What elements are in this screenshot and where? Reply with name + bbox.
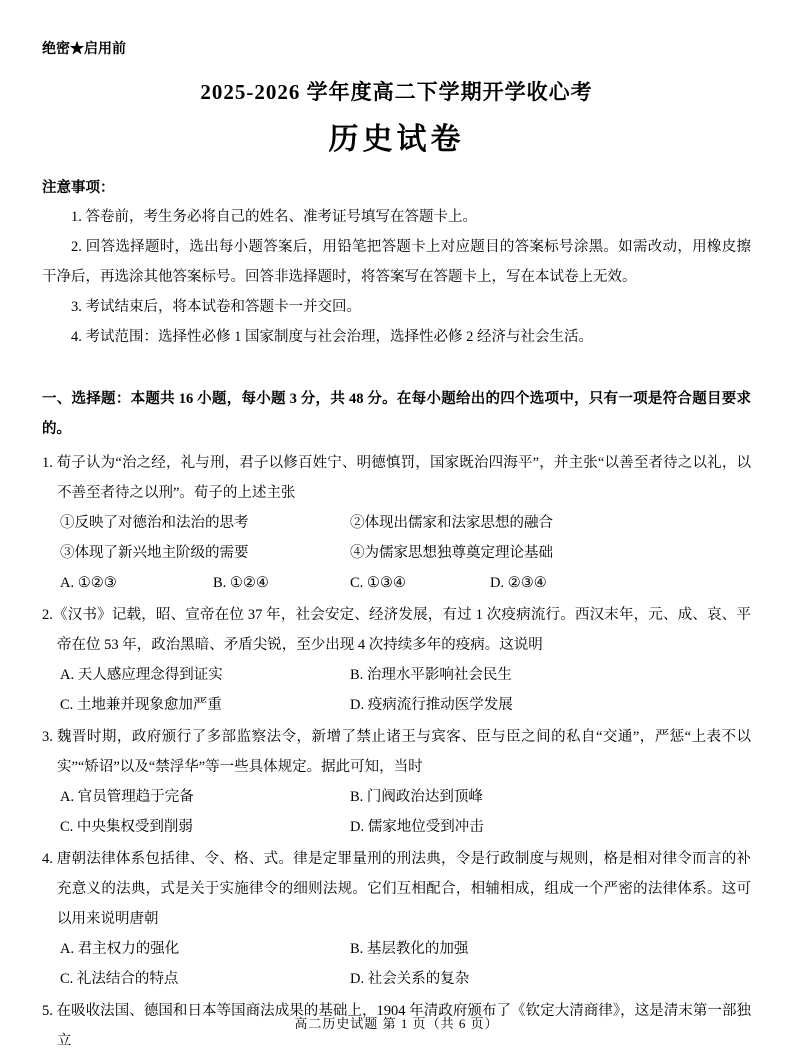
question-2-option-a: A. 天人感应理念得到证实 [60,667,223,683]
question-4-option-c: C. 礼法结合的特点 [60,971,179,987]
exam-title: 2025-2026 学年度高二下学期开学收心考 [200,80,593,104]
question-1-option-c: C. ①③④ [350,575,406,591]
question-1-suboption-4: ④为儒家思想独尊奠定理论基础 [350,545,553,561]
page-footer: 高二历史试题 第 1 页（共 6 页） [294,1016,499,1031]
question-5-stem: 5. 在吸收法国、德国和日本等国商法成果的基础上，1904 年清政府颁布了《钦定大清商律》，这是清末第一部独立 [42,1003,751,1049]
question-3-option-b: B. 门阀政治达到顶峰 [350,789,483,805]
question-2-option-c: C. 土地兼并现象愈加严重 [60,697,222,713]
question-1-suboptions [42,508,751,568]
notice-section [42,174,751,352]
question-1-option-d: D. ②③④ [490,575,547,591]
exam-subject-title: 历史试卷 [328,123,465,156]
question-1-options [42,568,751,598]
question-3-options [42,782,751,842]
question-4-options [42,934,751,994]
question-1-option-b: B. ①②④ [213,575,269,591]
question-1-suboption-3: ③体现了新兴地主阶级的需要 [60,545,249,561]
question-1 [42,448,751,598]
question-3-option-d: D. 儒家地位受到冲击 [350,819,484,835]
question-3-option-a: A. 官员管理趋于完备 [60,789,194,805]
question-2-option-b: B. 治理水平影响社会民生 [350,667,512,683]
classification-label: 绝密★启用前 [42,42,126,57]
question-2-options [42,660,751,720]
notice-item-1: 1. 答卷前，考生务必将自己的姓名、准考证号填写在答题卡上。 [71,209,477,225]
question-4 [42,844,751,994]
question-2 [42,600,751,720]
question-1-suboption-2: ②体现出儒家和法家思想的融合 [350,515,553,531]
question-4-stem: 4. 唐朝法律体系包括律、令、格、式。律是定罪量刑的刑法典，令是行政制度与规则，格是相对律令而言的补充意义的法典，式是关于实施律令的细则法规。它们互相配合，相辅相成，组成一个严密的法律体系。这可以用来说明唐朝 [42,851,751,927]
question-4-option-a: A. 君主权力的强化 [60,941,180,957]
question-3 [42,722,751,842]
notice-item-4: 4. 考试范围：选择性必修 1 国家制度与社会治理，选择性必修 2 经济与社会生活。 [71,329,593,345]
question-3-stem: 3. 魏晋时期，政府颁行了多部监察法令，新增了禁止诸王与宾客、臣与臣之间的私自“交通”，严惩“上表不以实”“矫诏”以及“禁浮华”等一些具体规定。据此可知，当时 [42,729,751,775]
question-2-option-d: D. 疫病流行推动医学发展 [350,697,513,713]
question-3-option-c: C. 中央集权受到削弱 [60,819,193,835]
question-1-suboption-1: ①反映了对德治和法治的思考 [60,515,249,531]
notice-heading: 注意事项： [42,180,115,196]
question-1-option-a: A. ①②③ [60,575,117,591]
question-2-stem: 2.《汉书》记载，昭、宣帝在位 37 年，社会安定、经济发展，有过 1 次疫病流行。西汉末年，元、成、哀、平帝在位 53 年，政治黑暗、矛盾尖锐，至少出现 4 次持续多年的疫病。这说明 [42,607,751,653]
question-1-stem: 1. 荀子认为“治之经，礼与刑，君子以修百姓宁、明德慎罚，国家既治四海平”，并主张“以善至者待之以礼，以不善至者待之以刑”。荀子的上述主张 [42,455,751,501]
question-4-option-d: D. 社会关系的复杂 [350,971,470,987]
notice-item-3: 3. 考试结束后，将本试卷和答题卡一并交回。 [71,299,361,315]
notice-item-2: 2. 回答选择题时，选出每小题答案后，用铅笔把答题卡上对应题目的答案标号涂黑。如需改动，用橡皮擦干净后，再选涂其他答案标号。回答非选择题时，将答案写在答题卡上，写在本试卷上无效。 [42,239,751,285]
question-4-option-b: B. 基层教化的加强 [350,941,469,957]
section-heading-choice: 一、选择题：本题共 16 小题，每小题 3 分，共 48 分。在每小题给出的四个选项中，只有一项是符合题目要求的。 [42,391,751,437]
